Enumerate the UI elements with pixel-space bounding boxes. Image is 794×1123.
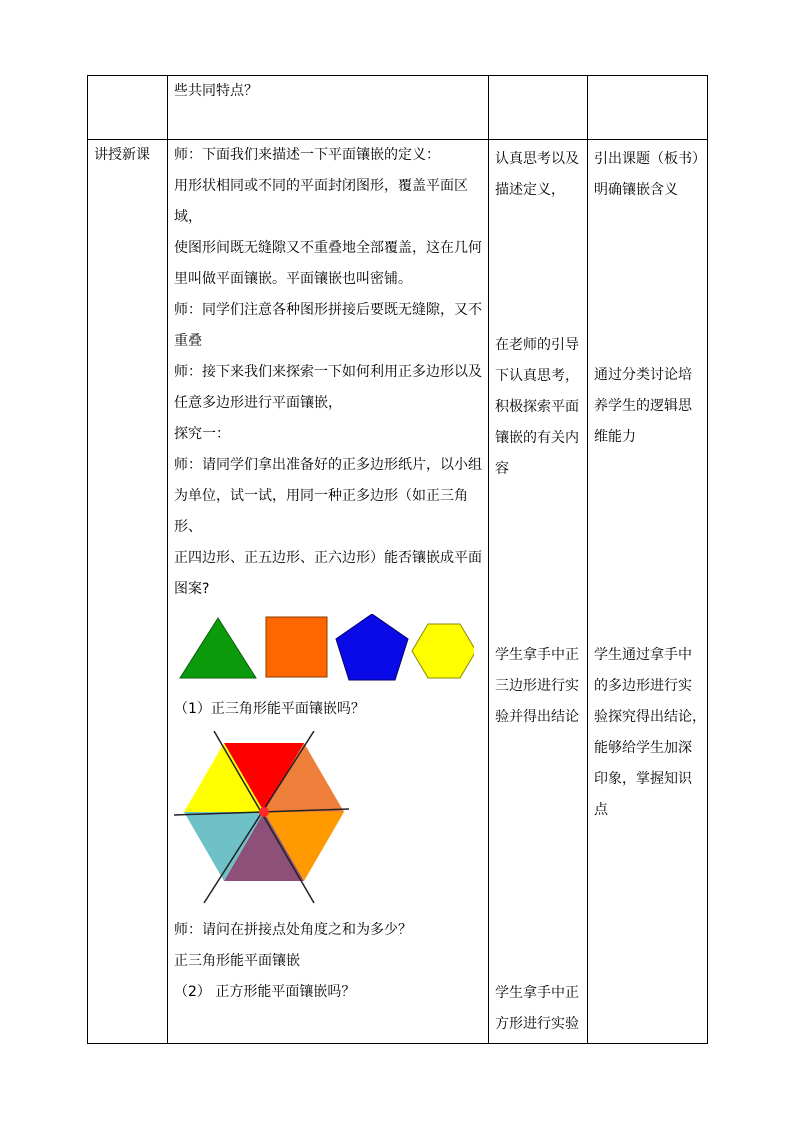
content-line: 任意多边形进行平面镶嵌， [174,395,342,411]
content-line: 为单位，试一试，用同一种正多边形（如正三角形、 [174,488,468,535]
intent-block: 引出课题（板书） 明确镶嵌含义 [594,151,706,198]
intent-block: 通过分类讨论培 养学生的逻辑思 维能力 [594,367,692,445]
teaching-content-cell [168,140,489,1044]
content-line: 正四边形、正五边形、正六边形）能否镶嵌成平面 [174,550,482,566]
student-block: 学生拿手中正 三边形进行实 验并得出结论 [495,647,579,725]
stage-label: 讲授新课 [94,147,150,163]
content-line: 探究一： [174,426,230,442]
content-line: 师：下面我们来描述一下平面镶嵌的定义： [174,147,440,163]
lesson-plan-table [87,75,708,1044]
content-line: 图案? [174,581,210,597]
table-row [88,140,708,1044]
content-line: 里叫做平面镶嵌。平面镶嵌也叫密铺。 [174,271,412,287]
teacher-text-block [174,140,482,605]
pentagon-shape [336,614,408,680]
content-line: 师：请问在拼接点处角度之和为多少？ [174,922,412,938]
content-line: 重叠 [174,333,202,349]
regular-polygons-figure [174,614,474,686]
stage-cell [88,140,168,1044]
content-line: 师：同学们注意各种图形拼接后要既无缝隙，又不 [174,302,482,318]
design-intent-cell [588,140,708,1044]
student-activity-cell [489,76,588,140]
triangle-tessellation-figure [174,731,364,909]
student-block: 学生拿手中正 方形进行实验 [495,985,579,1032]
hexagon-shape [412,624,474,678]
intent-block: 学生通过拿手中 的多边形进行实 验探究得出结论， 能够给学生加深 印象，掌握知识 点 [594,647,706,818]
content-line: 些共同特点？ [174,83,258,99]
table-row [88,76,708,140]
square-shape [266,617,327,677]
student-block: 认真思考以及 描述定义， [495,151,579,198]
content-line: 使图形间既无缝隙又不重叠地全部覆盖，这在几何 [174,240,482,256]
triangle-shape [180,618,256,678]
stage-cell-empty [88,76,168,140]
content-line: 正三角形能平面镶嵌 [174,953,300,969]
content-cell [168,76,489,140]
content-line: 师：接下来我们来探索一下如何利用正多边形以及 [174,364,482,380]
content-line: 师：请同学们拿出准备好的正多边形纸片，以小组 [174,457,482,473]
student-activity-cell [489,140,588,1044]
question-line: （1）正三角形能平面镶嵌吗？ [174,701,365,717]
student-block: 在老师的引导 下认真思考， 积极探索平面 镶嵌的有关内 容 [495,337,579,477]
center-point-dot [259,807,269,817]
content-line: 用形状相同或不同的平面封闭图形，覆盖平面区域， [174,178,468,225]
design-intent-cell [588,76,708,140]
after-text-block [174,915,482,1008]
content-line: （2） 正方形能平面镶嵌吗？ [174,984,356,1000]
